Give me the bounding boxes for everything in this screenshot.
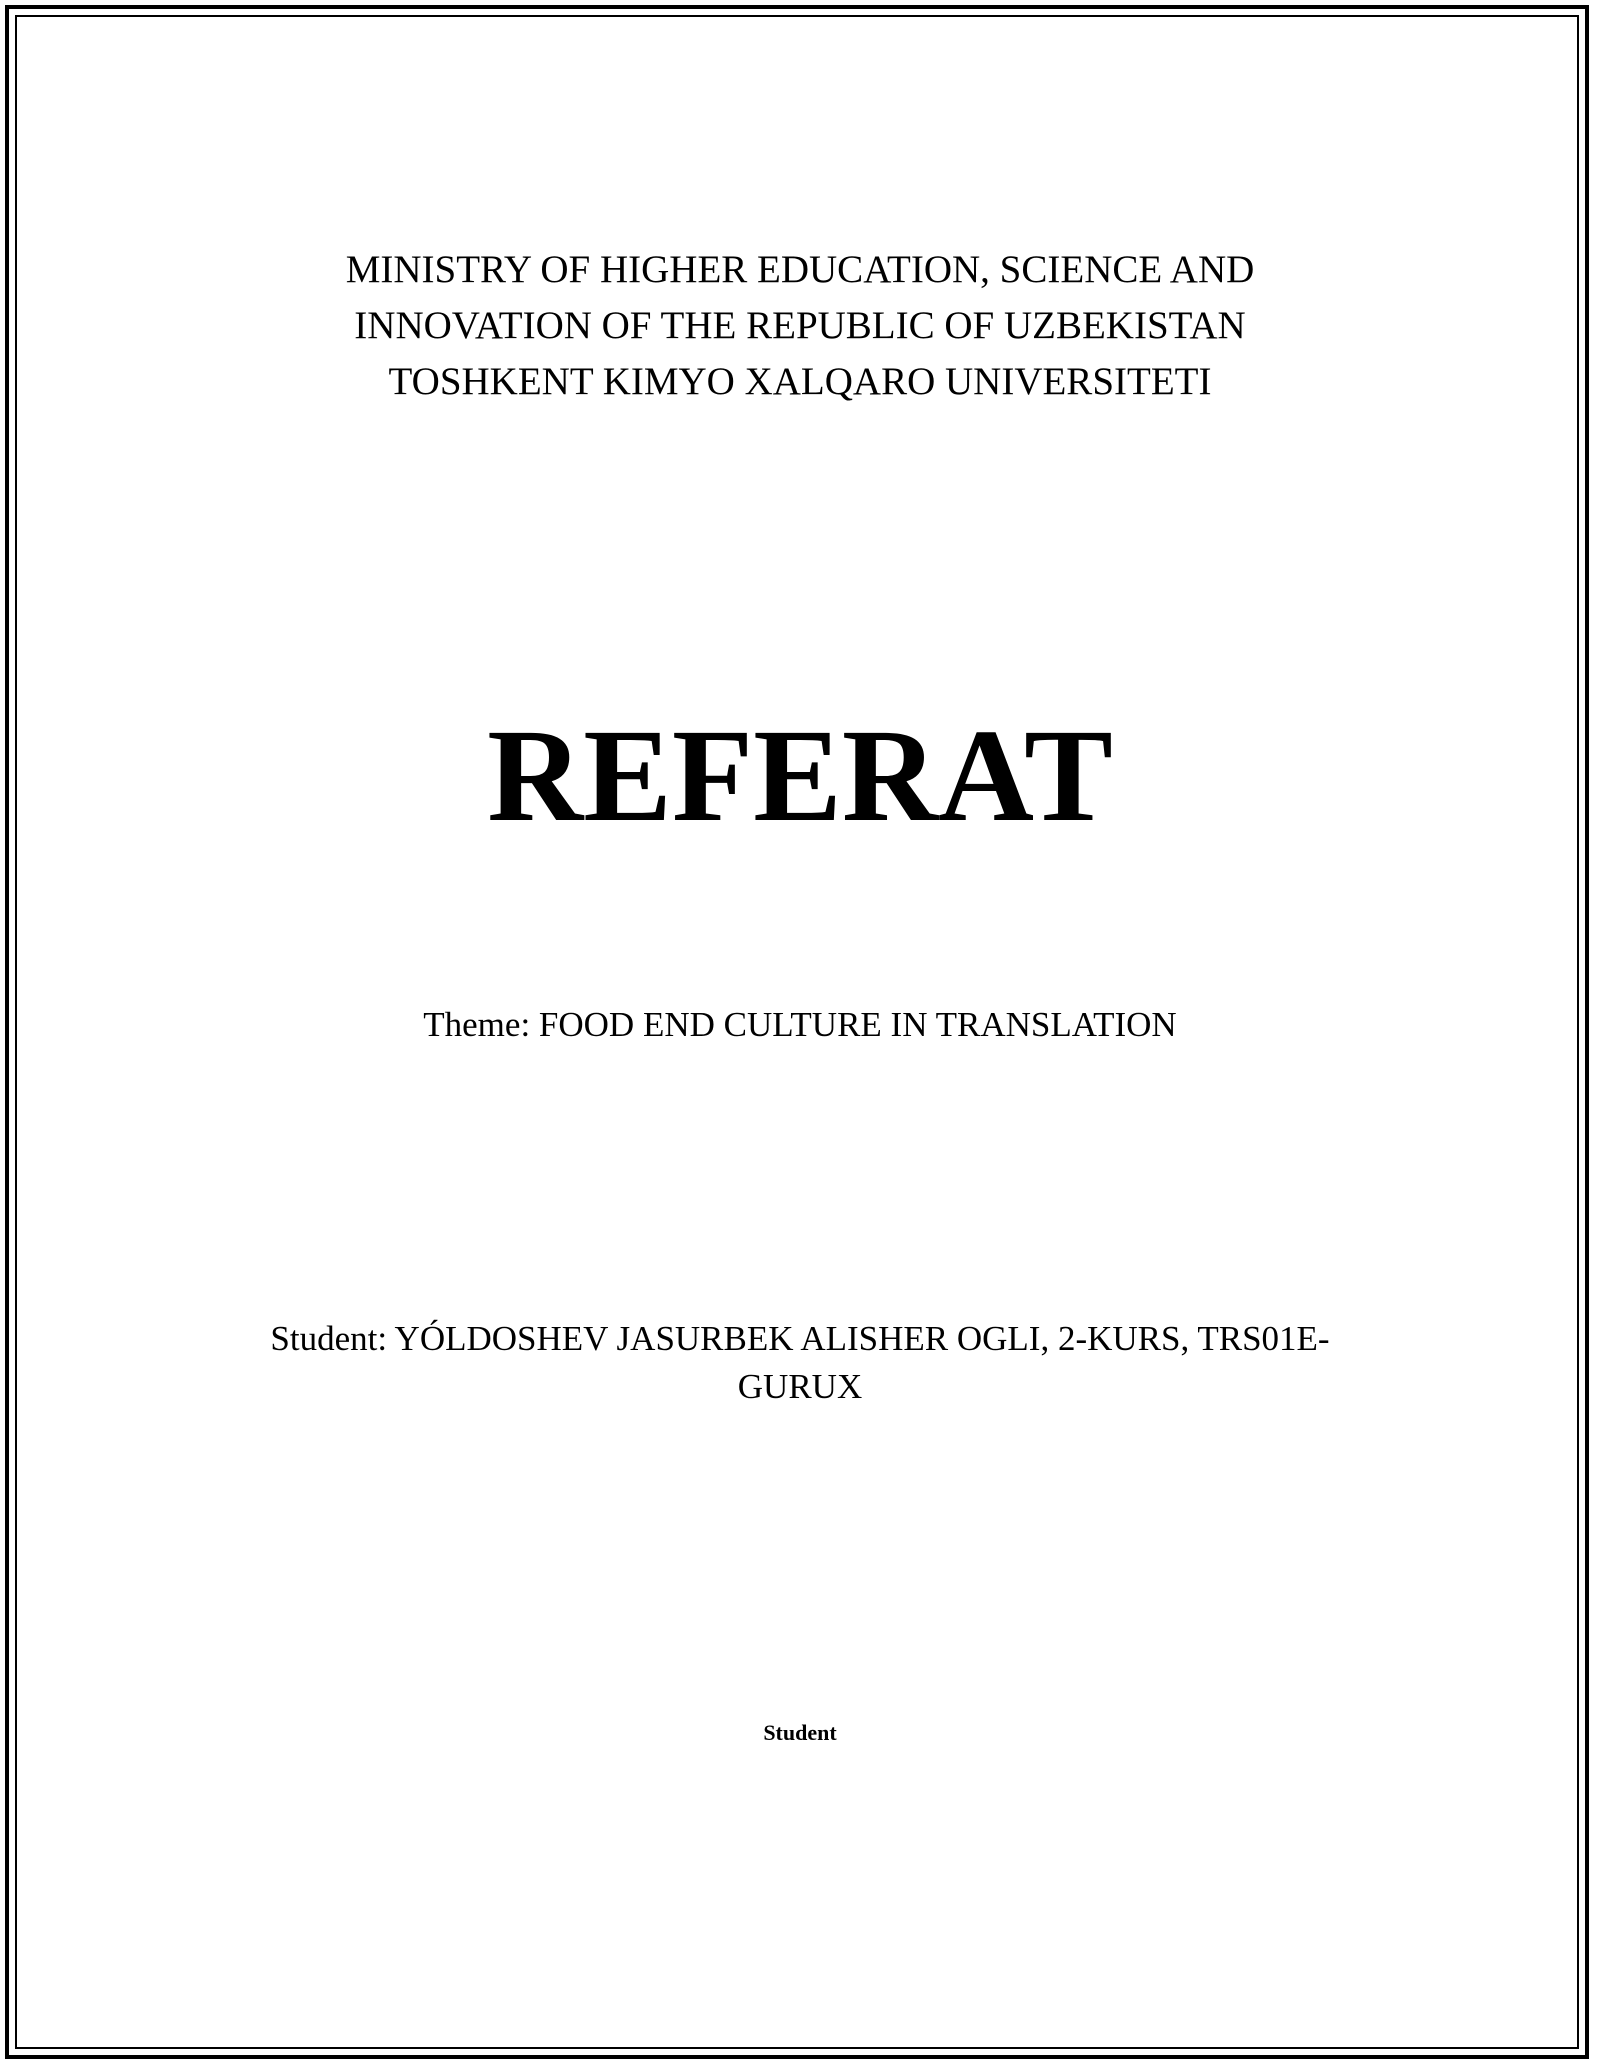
- ministry-line-2: INNOVATION OF THE REPUBLIC OF UZBEKISTAN: [354, 304, 1246, 347]
- student-info: [240, 1315, 1360, 1411]
- institution-header: [0, 242, 1600, 410]
- student-label: Student: [763, 1720, 837, 1745]
- student-info-line-1: Student: YÓLDOSHEV JASURBEK ALISHER OGLI, 2-KURS, TRS01E-: [270, 1319, 1330, 1358]
- theme-line: Theme: FOOD END CULTURE IN TRANSLATION: [423, 1005, 1177, 1044]
- document-title: REFERAT: [487, 701, 1113, 849]
- student-info-line-2: GURUX: [737, 1367, 863, 1406]
- ministry-line-1: MINISTRY OF HIGHER EDUCATION, SCIENCE AND: [345, 248, 1255, 291]
- university-name: TOSHKENT KIMYO XALQARO UNIVERSITETI: [388, 360, 1212, 403]
